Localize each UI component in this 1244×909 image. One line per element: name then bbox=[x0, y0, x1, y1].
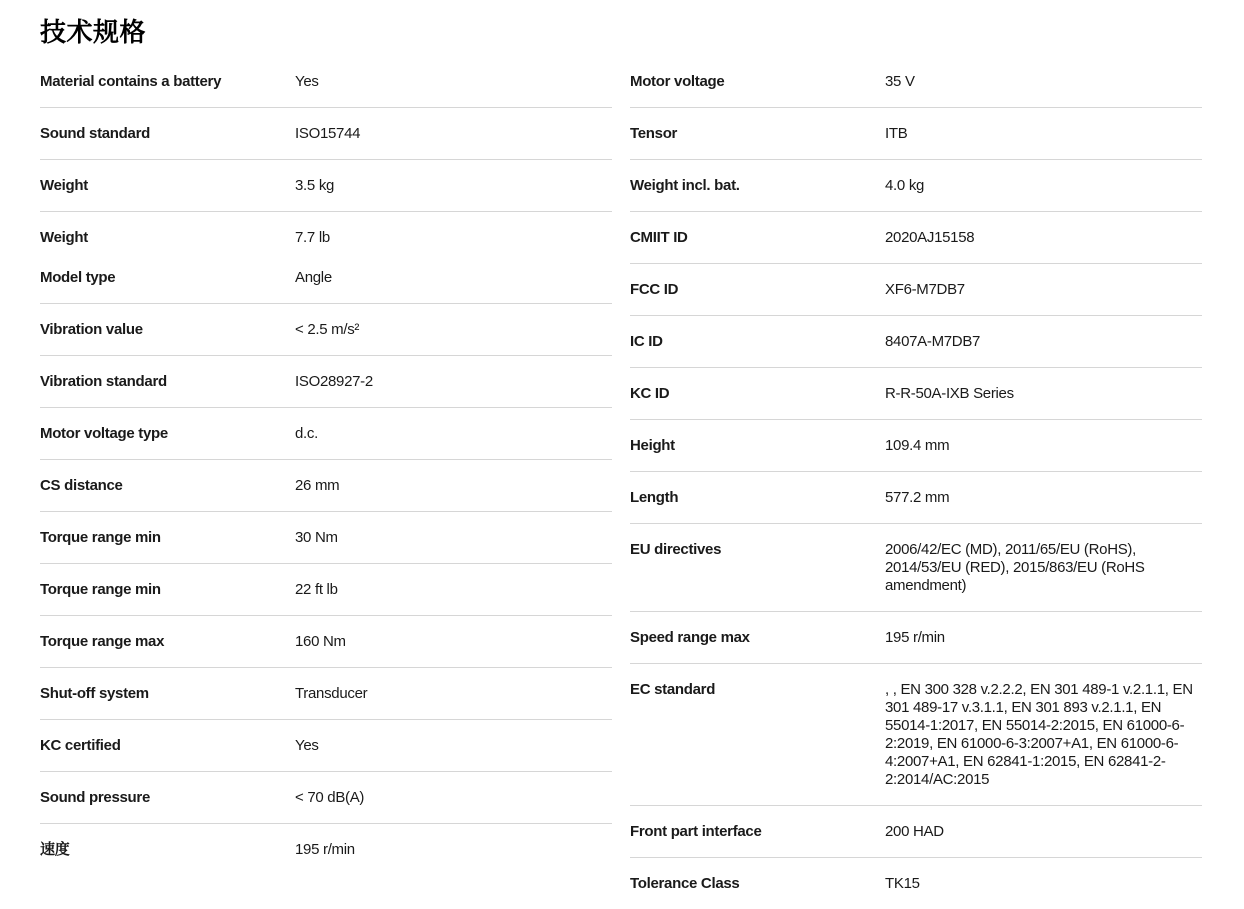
spec-row bbox=[40, 772, 612, 824]
spec-label: CMIIT ID bbox=[630, 229, 688, 246]
spec-label: Height bbox=[630, 437, 675, 454]
spec-value: 7.7 lb bbox=[295, 229, 330, 246]
spec-entry bbox=[630, 437, 1202, 455]
spec-value: ISO28927-2 bbox=[295, 373, 373, 390]
spec-entry bbox=[40, 685, 612, 703]
spec-label: Model type bbox=[40, 269, 116, 286]
spec-value: 30 Nm bbox=[295, 529, 338, 546]
spec-value: 577.2 mm bbox=[885, 489, 950, 506]
spec-label: IC ID bbox=[630, 333, 663, 350]
spec-entry bbox=[630, 385, 1202, 403]
spec-entry bbox=[630, 489, 1202, 507]
spec-entry bbox=[40, 321, 612, 339]
spec-column-right bbox=[630, 56, 1202, 909]
spec-row bbox=[630, 56, 1202, 108]
spec-value: 22 ft lb bbox=[295, 581, 338, 598]
spec-label: Weight bbox=[40, 229, 88, 246]
spec-label: EC standard bbox=[630, 681, 716, 698]
spec-row bbox=[630, 420, 1202, 472]
spec-label: FCC ID bbox=[630, 281, 679, 298]
spec-entry bbox=[40, 581, 612, 599]
spec-row bbox=[40, 460, 612, 512]
spec-columns bbox=[40, 56, 1202, 909]
spec-label: Motor voltage type bbox=[40, 425, 168, 442]
spec-value: 195 r/min bbox=[885, 629, 945, 646]
spec-row bbox=[40, 304, 612, 356]
spec-row bbox=[630, 368, 1202, 420]
spec-entry bbox=[630, 541, 1202, 595]
spec-entry bbox=[630, 629, 1202, 647]
spec-entry bbox=[40, 529, 612, 547]
spec-row bbox=[40, 408, 612, 460]
spec-label: Vibration value bbox=[40, 321, 143, 338]
spec-row bbox=[630, 612, 1202, 664]
spec-value: 2020AJ15158 bbox=[885, 229, 975, 246]
spec-entry bbox=[40, 633, 612, 651]
spec-label: EU directives bbox=[630, 541, 722, 558]
spec-value: 26 mm bbox=[295, 477, 340, 494]
spec-row bbox=[40, 356, 612, 408]
spec-label: Shut-off system bbox=[40, 685, 149, 702]
spec-entry bbox=[630, 333, 1202, 351]
spec-row bbox=[40, 212, 612, 304]
spec-label: Torque range min bbox=[40, 529, 161, 546]
spec-column-left bbox=[40, 56, 612, 909]
spec-entry bbox=[40, 125, 612, 143]
spec-label: Torque range min bbox=[40, 581, 161, 598]
spec-entry bbox=[630, 125, 1202, 143]
spec-label: Front part interface bbox=[630, 823, 762, 840]
spec-row bbox=[630, 108, 1202, 160]
spec-label: CS distance bbox=[40, 477, 123, 494]
spec-row bbox=[40, 512, 612, 564]
spec-entry bbox=[630, 73, 1202, 91]
spec-label: Length bbox=[630, 489, 679, 506]
spec-label: Vibration standard bbox=[40, 373, 167, 390]
spec-row bbox=[630, 212, 1202, 264]
spec-row bbox=[630, 264, 1202, 316]
spec-row bbox=[40, 616, 612, 668]
spec-value: 3.5 kg bbox=[295, 177, 335, 194]
spec-label: Motor voltage bbox=[630, 73, 725, 90]
spec-row bbox=[630, 316, 1202, 368]
spec-label: Torque range max bbox=[40, 633, 165, 650]
spec-label: Weight bbox=[40, 177, 88, 194]
spec-value: 109.4 mm bbox=[885, 437, 950, 454]
spec-entry bbox=[40, 789, 612, 807]
spec-row bbox=[40, 56, 612, 108]
spec-entry bbox=[630, 681, 1202, 789]
spec-value: Angle bbox=[295, 269, 332, 286]
spec-row bbox=[630, 806, 1202, 858]
spec-entry bbox=[630, 823, 1202, 841]
spec-row bbox=[630, 524, 1202, 612]
spec-value: XF6-M7DB7 bbox=[885, 281, 965, 298]
spec-entry bbox=[40, 269, 612, 287]
spec-value: TK15 bbox=[885, 875, 920, 892]
spec-value: 195 r/min bbox=[295, 841, 355, 858]
spec-value: Yes bbox=[295, 737, 319, 754]
page-title: 技术规格 bbox=[40, 17, 147, 47]
spec-value: R-R-50A-IXB Series bbox=[885, 385, 1014, 402]
spec-value: 8407A-M7DB7 bbox=[885, 333, 981, 350]
spec-label: Material contains a battery bbox=[40, 73, 222, 90]
spec-label: Tensor bbox=[630, 125, 678, 142]
spec-entry bbox=[40, 477, 612, 495]
spec-row bbox=[630, 472, 1202, 524]
spec-label: Speed range max bbox=[630, 629, 750, 646]
spec-value: < 2.5 m/s² bbox=[295, 321, 360, 338]
spec-entry bbox=[630, 875, 1202, 893]
spec-entry bbox=[40, 373, 612, 391]
spec-value: Transducer bbox=[295, 685, 368, 702]
spec-value: ISO15744 bbox=[295, 125, 361, 142]
spec-entry bbox=[630, 281, 1202, 299]
spec-entry bbox=[40, 737, 612, 755]
spec-label: Sound pressure bbox=[40, 789, 150, 806]
spec-label: Tolerance Class bbox=[630, 875, 740, 892]
spec-row bbox=[630, 160, 1202, 212]
spec-entry bbox=[630, 177, 1202, 195]
spec-label: Sound standard bbox=[40, 125, 150, 142]
spec-row bbox=[40, 108, 612, 160]
spec-value: 2006/42/EC (MD), 2011/65/EU (RoHS), 2014/53/EU (RED), 2015/863/EU (RoHS amendment) bbox=[885, 541, 1145, 594]
spec-row bbox=[40, 824, 612, 875]
spec-value: 200 HAD bbox=[885, 823, 944, 840]
spec-value: Yes bbox=[295, 73, 319, 90]
spec-entry bbox=[40, 841, 612, 859]
spec-value: 160 Nm bbox=[295, 633, 346, 650]
spec-row bbox=[630, 858, 1202, 909]
spec-row bbox=[40, 668, 612, 720]
specifications-page bbox=[0, 16, 1244, 892]
spec-value: ITB bbox=[885, 125, 908, 142]
spec-label: 速度 bbox=[40, 841, 70, 858]
spec-value: d.c. bbox=[295, 425, 318, 442]
spec-label: Weight incl. bat. bbox=[630, 177, 740, 194]
spec-row bbox=[630, 664, 1202, 806]
spec-entry bbox=[40, 177, 612, 195]
spec-value: 35 V bbox=[885, 73, 915, 90]
spec-entry bbox=[630, 229, 1202, 247]
spec-entry bbox=[40, 425, 612, 443]
spec-row bbox=[40, 160, 612, 212]
spec-row bbox=[40, 720, 612, 772]
spec-entry bbox=[40, 229, 612, 247]
spec-label: KC certified bbox=[40, 737, 121, 754]
spec-entry bbox=[40, 73, 612, 91]
spec-value: 4.0 kg bbox=[885, 177, 925, 194]
spec-label: KC ID bbox=[630, 385, 670, 402]
spec-value: < 70 dB(A) bbox=[295, 789, 365, 806]
spec-row bbox=[40, 564, 612, 616]
spec-value: , , EN 300 328 v.2.2.2, EN 301 489-1 v.2.1.1, EN 301 489-17 v.3.1.1, EN 301 893 v.2.1.1, EN 55014-1:2017, EN 55014-2:2015, EN 61000-6-2:2019, EN 61000-6-3:2007+A1, EN 61000-6-4:2007+A1, EN 62841-1:2015, EN 62841-2-2:2014/AC:2015 bbox=[885, 681, 1193, 788]
